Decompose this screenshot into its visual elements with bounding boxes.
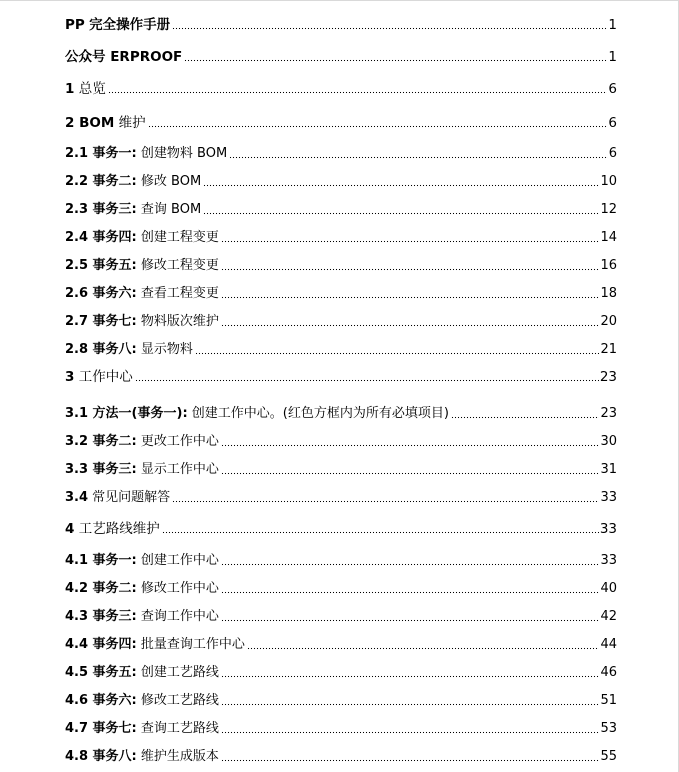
toc-page-number: 1 (608, 17, 617, 33)
toc-entry-title: 修改工程变更 (140, 258, 219, 273)
toc-entry-title: 维护 (118, 115, 146, 131)
toc-entry[interactable] (65, 81, 617, 97)
toc-entry-title: 查询 BOM (140, 202, 202, 217)
toc-dot-leader (172, 27, 607, 30)
toc-dot-leader (221, 675, 600, 678)
toc-entry-title: 创建物料 BOM (140, 146, 228, 161)
toc-entry-number: 3.1 方法一(事务一): (65, 406, 188, 421)
toc-entry-title: 创建工程变更 (140, 230, 219, 245)
toc-entry[interactable] (65, 314, 617, 330)
toc-entry-title: 修改 BOM (140, 174, 202, 189)
toc-entry-title: 工作中心 (78, 369, 133, 385)
toc-page-number: 46 (600, 665, 617, 680)
toc-dot-leader (162, 531, 599, 534)
toc-page-number: 6 (608, 81, 617, 97)
toc-entry-number: 3 (65, 369, 75, 385)
toc-entry-title: 物料版次维护 (140, 314, 219, 329)
toc-page-number: 33 (600, 490, 617, 505)
toc-dot-leader (221, 619, 600, 622)
toc-entry-number: 4.8 事务八: (65, 749, 137, 764)
toc-entry[interactable] (65, 115, 617, 131)
toc-page-number: 40 (600, 581, 617, 596)
toc-dot-leader (221, 731, 600, 734)
toc-entry[interactable] (65, 434, 617, 450)
toc-page-number: 44 (600, 637, 617, 652)
toc-dot-leader (229, 156, 608, 159)
toc-dot-leader (195, 352, 600, 355)
toc-entry-number: 2.1 事务一: (65, 146, 137, 161)
toc-page-number: 23 (599, 369, 617, 385)
toc-entry-number: 4.3 事务三: (65, 609, 137, 624)
toc-entry[interactable] (65, 342, 617, 358)
toc-entry-number: 2.5 事务五: (65, 258, 137, 273)
toc-entry-number: 3.3 事务三: (65, 462, 137, 477)
toc-entry-title: 常见问题解答 (92, 490, 171, 505)
toc-dot-leader (203, 212, 599, 215)
toc-entry[interactable] (65, 17, 617, 33)
toc-dot-leader (221, 240, 600, 243)
toc-dot-leader (172, 500, 599, 503)
toc-entry[interactable] (65, 693, 617, 709)
toc-entry-title: 查看工程变更 (140, 286, 219, 301)
toc-page-number: 12 (600, 202, 617, 217)
toc-entry[interactable] (65, 369, 617, 385)
toc-dot-leader (247, 647, 600, 650)
toc-entry-title: 查询工作中心 (140, 609, 219, 624)
toc-entry-title: 批量查询工作中心 (140, 637, 245, 652)
toc-entry-title: 显示物料 (140, 342, 193, 357)
toc-entry-title: 公众号 ERPROOF (65, 49, 183, 65)
toc-entry-number: 4.7 事务七: (65, 721, 137, 736)
toc-entry-number: 3.2 事务二: (65, 434, 137, 449)
toc-page-number: 1 (608, 49, 617, 65)
toc-entry-number: 2.3 事务三: (65, 202, 137, 217)
toc-entry[interactable] (65, 230, 617, 246)
toc-entry-title: 显示工作中心 (140, 462, 219, 477)
toc-page-number: 10 (600, 174, 617, 189)
toc-entry-number: 1 (65, 81, 75, 97)
toc-dot-leader (108, 91, 608, 94)
toc-dot-leader (221, 703, 600, 706)
toc-entry[interactable] (65, 721, 617, 737)
toc-dot-leader (184, 59, 607, 62)
toc-page-number: 30 (600, 434, 617, 449)
toc-entry-title: 完全操作手册 (89, 17, 171, 33)
toc-entry[interactable] (65, 49, 617, 65)
toc-entry-title: 更改工作中心 (140, 434, 219, 449)
toc-dot-leader (451, 416, 600, 419)
toc-entry-title: 修改工艺路线 (140, 693, 219, 708)
toc-page-number: 23 (600, 406, 617, 421)
toc-entry-title: 查询工艺路线 (140, 721, 219, 736)
toc-dot-leader (221, 472, 600, 475)
toc-entry[interactable] (65, 665, 617, 681)
toc-entry[interactable] (65, 174, 617, 190)
toc-entry-number: 2.8 事务八: (65, 342, 137, 357)
toc-entry[interactable] (65, 637, 617, 653)
toc-entry[interactable] (65, 258, 617, 274)
toc-page-number: 33 (599, 521, 617, 537)
toc-entry[interactable] (65, 553, 617, 569)
toc-entry-title: 总览 (78, 81, 106, 97)
toc-entry-number: PP (65, 17, 85, 33)
toc-entry-number: 4.5 事务五: (65, 665, 137, 680)
toc-page-number: 31 (600, 462, 617, 477)
toc-page-number: 55 (600, 749, 617, 764)
toc-entry-title: 工艺路线维护 (78, 521, 160, 537)
toc-entry[interactable] (65, 462, 617, 478)
toc-page-number: 18 (600, 286, 617, 301)
toc-dot-leader (203, 184, 599, 187)
toc-dot-leader (221, 591, 600, 594)
toc-entry[interactable] (65, 146, 617, 162)
toc-entry[interactable] (65, 286, 617, 302)
toc-page-number: 21 (600, 342, 617, 357)
toc-entry-number: 2 BOM (65, 115, 115, 131)
toc-page-number: 6 (608, 146, 617, 161)
toc-entry[interactable] (65, 581, 617, 597)
toc-entry-title: 维护生成版本 (140, 749, 219, 764)
toc-page-number: 51 (600, 693, 617, 708)
toc-dot-leader (221, 296, 600, 299)
toc-entry-number: 4.4 事务四: (65, 637, 137, 652)
toc-entry[interactable] (65, 749, 617, 765)
toc-entry-number: 4.6 事务六: (65, 693, 137, 708)
toc-page-number: 53 (600, 721, 617, 736)
toc-entry-number: 4 (65, 521, 75, 537)
toc-entry-number: 2.7 事务七: (65, 314, 137, 329)
page-edge-top (0, 0, 679, 1)
toc-entry-title: 创建工作中心 (140, 553, 219, 568)
toc-entry-number: 2.6 事务六: (65, 286, 137, 301)
toc-dot-leader (135, 379, 599, 382)
toc-entry-number: 4.2 事务二: (65, 581, 137, 596)
toc-dot-leader (221, 759, 600, 762)
toc-page-number: 16 (600, 258, 617, 273)
toc-page-number: 14 (600, 230, 617, 245)
toc-page-number: 33 (600, 553, 617, 568)
toc-entry[interactable] (65, 609, 617, 625)
toc-entry[interactable] (65, 406, 617, 422)
toc-entry-title: 创建工作中心。(红色方框内为所有必填项目) (191, 406, 449, 421)
toc-page-number: 42 (600, 609, 617, 624)
toc-dot-leader (221, 563, 600, 566)
toc-page-number: 20 (600, 314, 617, 329)
toc-entry-title: 修改工作中心 (140, 581, 219, 596)
toc-entry[interactable] (65, 521, 617, 537)
toc-entry-number: 4.1 事务一: (65, 553, 137, 568)
toc-entry-number: 3.4 (65, 490, 89, 505)
toc-dot-leader (221, 324, 600, 327)
toc-dot-leader (221, 268, 600, 271)
toc-entry[interactable] (65, 490, 617, 506)
toc-entry-number: 2.4 事务四: (65, 230, 137, 245)
toc-entry-number: 2.2 事务二: (65, 174, 137, 189)
toc-entry-title: 创建工艺路线 (140, 665, 219, 680)
toc-page-number: 6 (608, 115, 617, 131)
toc-dot-leader (221, 444, 600, 447)
toc-dot-leader (148, 125, 608, 128)
toc-entry[interactable] (65, 202, 617, 218)
